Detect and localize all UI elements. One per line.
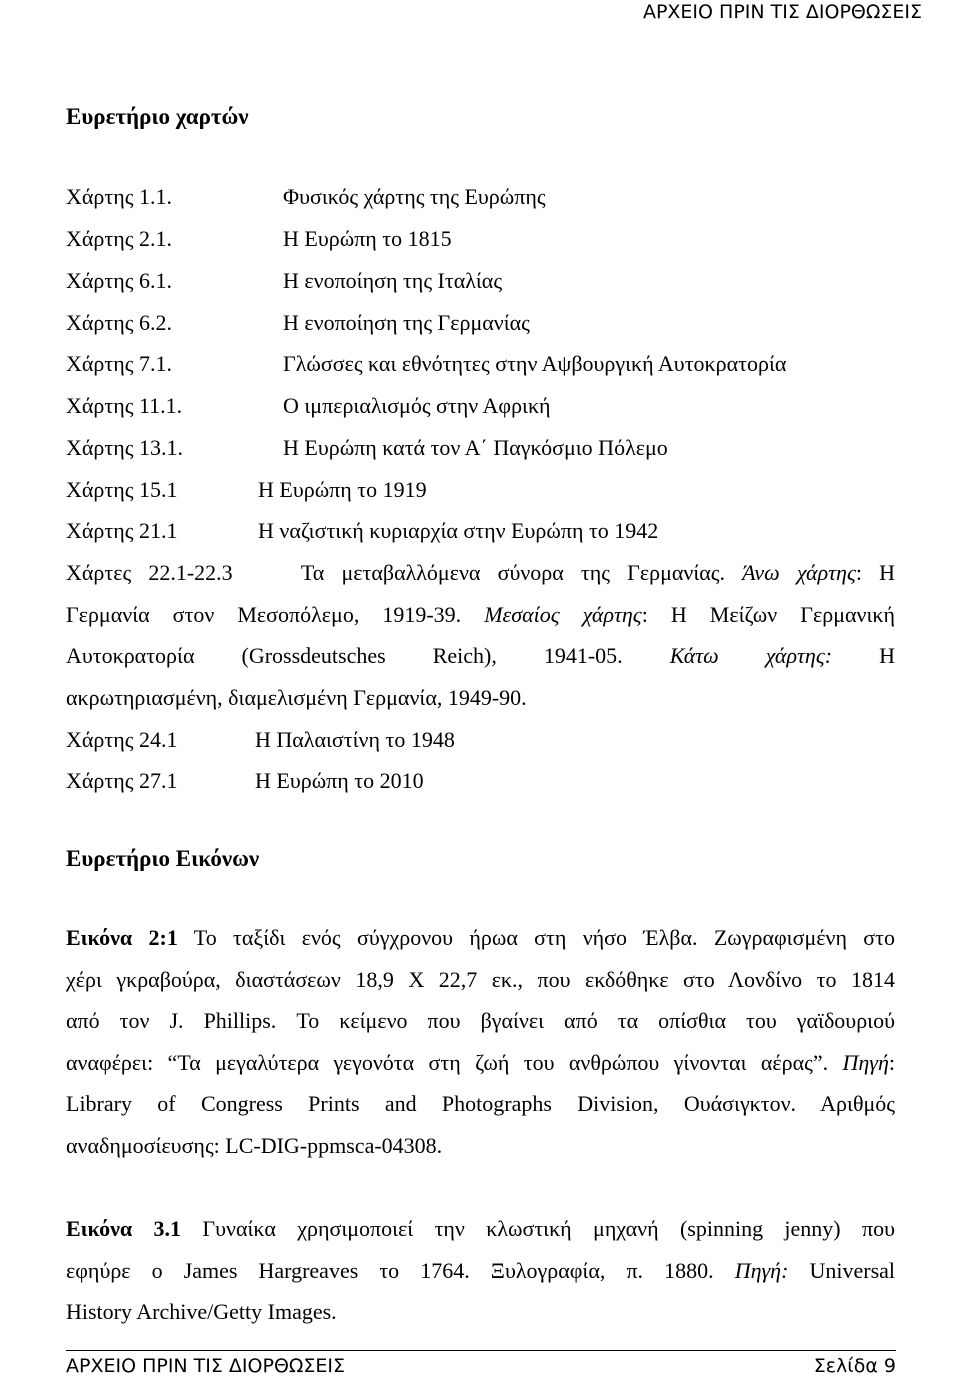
map-label: Χάρτης 27.1: [66, 768, 178, 793]
map-subtitle-label: Κάτω χάρτης:: [669, 643, 833, 668]
map-label: Χάρτες 22.1-22.3: [66, 560, 233, 585]
map-entry-line: [66, 594, 895, 636]
map-label: Χάρτης 21.1: [66, 518, 178, 543]
image-entry-elba: [66, 917, 895, 1166]
image-entry-line: χέρι γκραβούρα, διαστάσεων 18,9 Χ 22,7 εκ., που εκδόθηκε στο Λονδίνο το 1814: [66, 966, 895, 992]
map-title: Η ναζιστική κυριαρχία στην Ευρώπη το 1942: [258, 518, 659, 543]
image-caption: Γυναίκα χρησιμοποιεί την κλωστική μηχανή (spinning jenny) που: [202, 1216, 896, 1241]
map-entry-line: [66, 677, 895, 719]
page-header: [0, 0, 960, 26]
footer-left: ΑΡΧΕΙΟ ΠΡΙΝ ΤΙΣ ΔΙΟΡΘΩΣΕΙΣ: [66, 1355, 346, 1377]
image-entry-line: History Archive/Getty Images.: [66, 1299, 337, 1324]
map-label: Χάρτης 6.1.: [66, 268, 172, 293]
image-caption: αναφέρει: “Τα μεγαλύτερα γεγονότα στη ζωή του ανθρώπου γίνονται αέρας”.: [66, 1049, 829, 1075]
map-entry-germany-borders: [66, 552, 895, 718]
image-label: Εικόνα 2:1: [66, 925, 178, 950]
maps-index-title: Ευρετήριο χαρτών: [66, 104, 249, 129]
map-title: Η Ευρώπη κατά τον Α΄ Παγκόσμιο Πόλεμο: [283, 435, 668, 460]
image-caption: Το ταξίδι ενός σύγχρονου ήρωα στη νήσο Έλβα. Ζωγραφισμένη στο: [193, 925, 895, 950]
map-title: Τα μεταβαλλόμενα σύνορα της Γερμανίας.: [300, 560, 725, 585]
map-label: Χάρτης 6.2.: [66, 310, 172, 335]
map-title: Γλώσσες και εθνότητες στην Αψβουργική Αυτοκρατορία: [283, 351, 787, 376]
image-entry-line: [66, 1042, 895, 1084]
image-entry-line: από τον J. Phillips. Το κείμενο που βγαίνει από τα οπίσθια του γαϊδουριού: [66, 1008, 895, 1033]
map-title: Η Ευρώπη το 1815: [283, 226, 452, 251]
map-subtitle-label: Άνω χάρτης: [742, 560, 856, 585]
footer-divider: [66, 1350, 896, 1351]
image-caption: εφηύρε ο James Hargreaves το 1764. Ξυλογραφία, π. 1880.: [66, 1257, 714, 1283]
header-text: ΑΡΧΕΙΟ ΠΡΙΝ ΤΙΣ ΔΙΟΡΘΩΣΕΙΣ: [642, 1, 922, 23]
map-entry-line: [66, 635, 895, 677]
map-title: Η Ευρώπη το 1919: [258, 477, 427, 502]
map-label: Χάρτης 7.1.: [66, 351, 172, 376]
map-label: Χάρτης 13.1.: [66, 435, 183, 460]
image-entry-line: [66, 1250, 895, 1292]
map-subtitle-text: : Η: [855, 560, 896, 585]
map-subtitle-text: : Η Μείζων Γερμανική: [641, 601, 895, 627]
map-title: Η Παλαιστίνη το 1948: [255, 727, 455, 752]
image-entry-spinning-jenny: [66, 1208, 895, 1333]
map-subtitle-text: Η: [879, 643, 895, 668]
map-entry-line: [66, 552, 895, 594]
image-entry-line: Library of Congress Prints and Photographs Division, Ουάσιγκτον. Αριθμός: [66, 1091, 895, 1116]
map-title: Η Ευρώπη το 2010: [255, 768, 424, 793]
image-entry-line: [66, 1208, 895, 1250]
map-subtitle-text: Γερμανία στον Μεσοπόλεμο, 1919-39.: [66, 601, 462, 627]
map-label: Χάρτης 24.1: [66, 727, 178, 752]
map-label: Χάρτης 2.1.: [66, 226, 172, 251]
image-caption: :: [888, 1049, 896, 1075]
map-label: Χάρτης 1.1.: [66, 184, 172, 209]
map-subtitle-label: Μεσαίος χάρτης: [484, 601, 642, 627]
image-entry-line: αναδημοσίευσης: LC-DIG-ppmsca-04308.: [66, 1132, 443, 1158]
map-title: Η ενοποίηση της Γερμανίας: [283, 310, 530, 335]
map-subtitle-text: ακρωτηριασμένη, διαμελισμένη Γερμανία, 1949-90.: [66, 684, 527, 710]
map-title: Φυσικός χάρτης της Ευρώπης: [283, 184, 546, 209]
image-caption: Universal: [809, 1257, 896, 1283]
image-entry-line: [66, 917, 895, 959]
image-label: Εικόνα 3.1: [66, 1216, 182, 1241]
map-title: Η ενοποίηση της Ιταλίας: [283, 268, 503, 293]
source-label: Πηγή: [842, 1049, 889, 1075]
source-label: Πηγή:: [734, 1257, 789, 1283]
map-label: Χάρτης 11.1.: [66, 393, 183, 418]
map-label: Χάρτης 15.1: [66, 477, 178, 502]
page-number: Σελίδα 9: [813, 1355, 896, 1377]
map-subtitle-text: Αυτοκρατορία (Grossdeutsches Reich), 1941-05.: [66, 643, 623, 668]
images-index-title: Ευρετήριο Εικόνων: [66, 846, 260, 871]
map-title: Ο ιμπεριαλισμός στην Αφρική: [283, 393, 551, 418]
